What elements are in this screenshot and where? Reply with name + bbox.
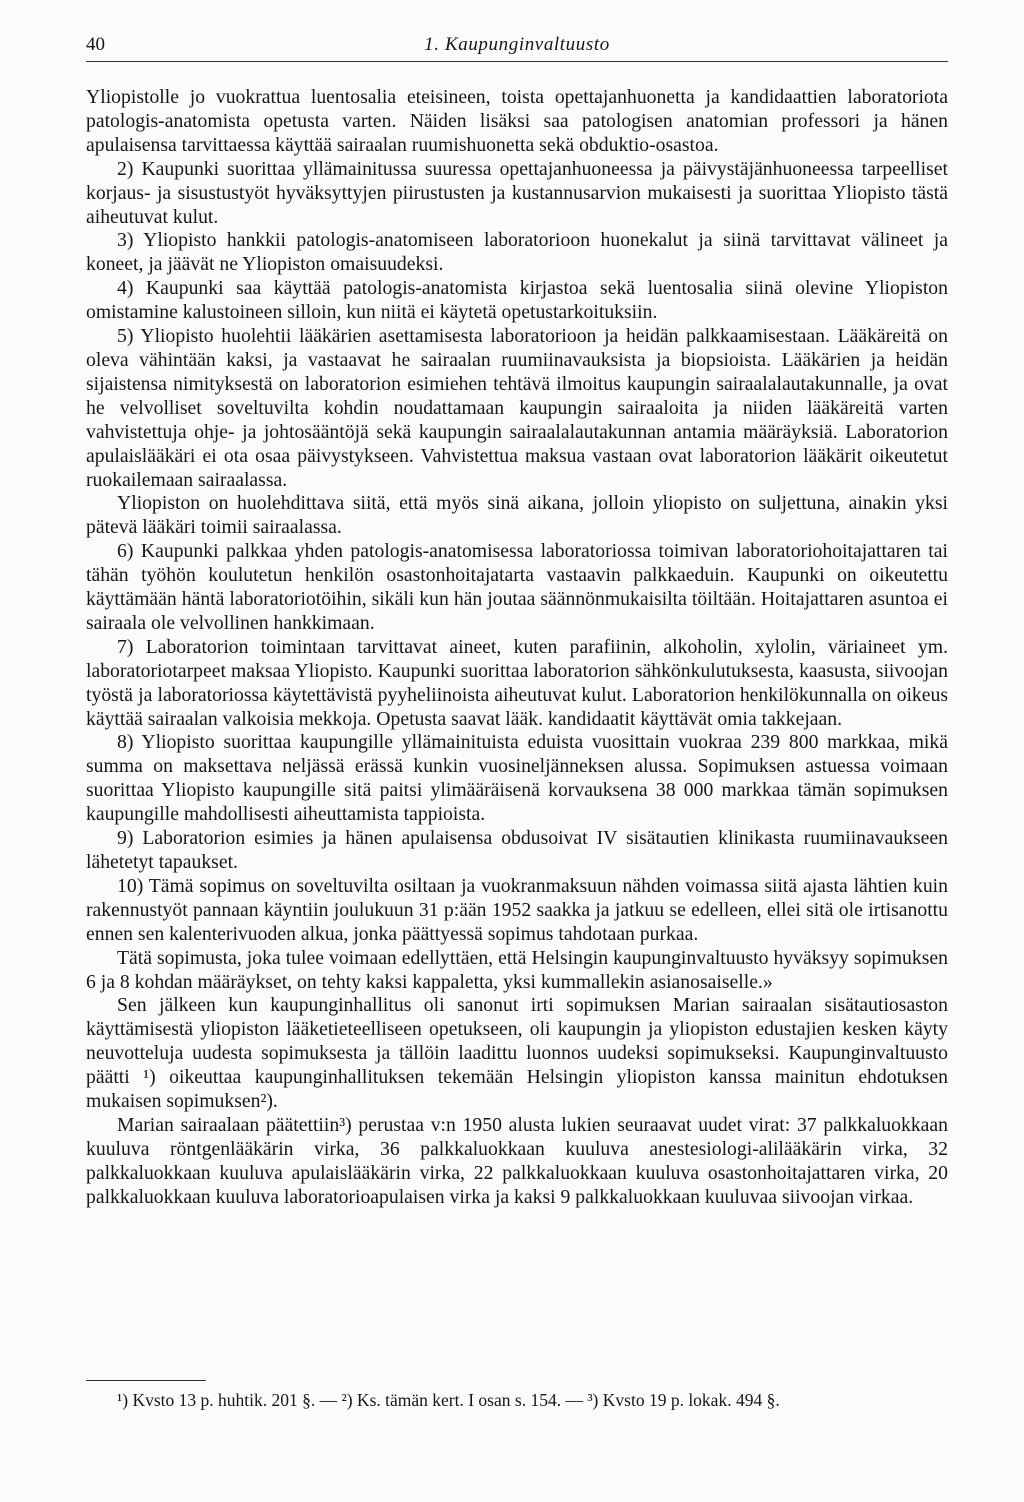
paragraph-7: 6) Kaupunki palkkaa yhden patologis-anatomisessa laboratoriossa toimivan laboratoriohoitajattaren tai tähän työhön koulutetun henkilön osastonhoitajatarta vastaavin palkkaeduin. Kaupunki on oikeutettu käyttämään häntä laboratoriotöihin, sikäli kun hän joutaa säännönmukaisilta töiltään. Hoitajattaren asuntoa ei sairaala ole velvollinen hankkimaan. [86,540,948,634]
page-number: 40 [86,34,105,55]
footnote: ¹) Kvsto 13 p. huhtik. 201 §. — ²) Ks. tämän kert. I osan s. 154. — ³) Kvsto 19 p. lokak. 494 §. [117,1390,780,1410]
page-header [86,34,948,64]
paragraph-12: Tätä sopimusta, joka tulee voimaan edellyttäen, että Helsingin kaupunginvaltuusto hyväksyy sopimuksen 6 ja 8 kohdan määräykset, on tehty kaksi kappaletta, yksi kummallekin asianosaiselle.» [86,946,948,993]
paragraph-9: 8) Yliopisto suorittaa kaupungille yllämainituista eduista vuosittain vuokraa 239 800 markkaa, mikä summa on maksettava neljässä erässä kunkin vuosineljänneksen alussa. Sopimuksen astuessa voimaan suorittaa Yliopisto kaupungille sitä paitsi ylimääräisenä korvauksena 38 000 markkaa tämän sopimuksen kaupungille mahdollisesti aiheuttamista tappioista. [86,731,948,826]
running-head: 1. Kaupunginvaltuusto [424,34,610,55]
paragraph-2: 2) Kaupunki suorittaa yllämainitussa suuressa opettajanhuoneessa ja päivystäjänhuoneessa tarpeelliset korjaus- ja sisustustyöt hyväksyttyjen piirustusten ja kustannusarvion mukaisesti ja suorittaa Yliopisto tästä aiheutuvat kulut. [86,157,948,228]
footnote-rule [86,1380,206,1381]
paragraph-11: 10) Tämä sopimus on soveltuvilta osiltaan ja vuokranmaksuun nähden voimassa siitä ajasta lähtien kuin rakennustyöt pannaan käyntiin joulukuun 31 p:ään 1952 saakka ja jatkuu se edelleen, ellei sitä ole irtisanottu ennen sen kalenterivuoden alkua, jonka päättyessä sopimus tahdotaan purkaa. [86,874,948,945]
paragraph-4: 4) Kaupunki saa käyttää patologis-anatomista kirjastoa sekä luentosalia siinä olevine Yliopiston omistamine kalustoineen silloin, kun niitä ei käytetä opetustarkoituksiin. [86,277,948,324]
paragraph-8: 7) Laboratorion toimintaan tarvittavat aineet, kuten parafiinin, alkoholin, xylolin, väriaineet ym. laboratoriotarpeet maksaa Yliopisto. Kaupunki suorittaa laboratorion sähkönkulutuksesta, kaasusta, siivoojan työstä ja laboratoriossa käytettävistä pyyheliinoista aiheutuvat kulut. Laboratorion henkilökunnalla on oikeus käyttää sairaalan valkoisia mekkoja. Opetusta saavat lääk. kandidaatit käyttävät omia takkejaan. [86,635,948,730]
body-text [86,86,948,1210]
paragraph-5: 5) Yliopisto huolehtii lääkärien asettamisesta laboratorioon ja heidän palkkaamisestaan. Lääkäreitä on oleva vähintään kaksi, ja vastaavat he sairaalan ruumiinavauksista ja biopsioista. Lääkärien ja heidän sijaistensa nimityksestä on laboratorion esimiehen tehtävä ilmoitus kaupungin sairaalalautakunnalle, ja ovat he velvolliset soveltuvilta kohdin noudattamaan kaupungin sairaaloita ja niiden lääkäreitä varten vahvistettuja ohje- ja johtosääntöjä sekä kaupungin sairaalalautakunnan antamia määräyksiä. Laboratorion apulaislääkäri ei ota osaa päivystykseen. Vahvistettua maksua vastaan ovat laboratorion lääkärit oikeutetut ruokailemaan sairaalassa. [86,325,948,491]
paragraph-13: Sen jälkeen kun kaupunginhallitus oli sanonut irti sopimuksen Marian sairaalan sisätautiosaston käyttämisestä yliopiston lääketieteelliseen opetukseen, oli kaupungin ja yliopiston edustajien kesken käyty neuvotteluja uudesta sopimuksesta ja tällöin laadittu luonnos uudeksi sopimukseksi. Kaupunginvaltuusto päätti ¹) oikeuttaa kaupunginhallituksen tekemään Helsingin yliopiston kanssa mainitun ehdotuksen mukaisen sopimuksen²). [86,994,948,1113]
header-rule [86,61,948,62]
paragraph-1: Yliopistolle jo vuokrattua luentosalia eteisineen, toista opettajanhuonetta ja kandidaattien laboratoriota patologis-anatomista opetusta varten. Näiden lisäksi saa patologisen anatomian professori ja hänen apulaisensa tarvittaessa käyttää sairaalan ruumishuonetta sekä obduktio-osastoa. [86,86,948,156]
paragraph-14: Marian sairaalaan päätettiin³) perustaa v:n 1950 alusta lukien seuraavat uudet virat: 37 palkkaluokkaan kuuluva röntgenlääkärin virka, 36 palkkaluokkaan kuuluva anestesiologi-alilääkärin virka, 32 palkkaluokkaan kuuluva apulaislääkärin virka, 22 palkkaluokkaan kuuluva osastonhoitajattaren virka, 20 palkkaluokkaan kuuluva laboratorioapulaisen virka ja kaksi 9 palkkaluokkaan kuuluvaa siivoojan virkaa. [86,1113,948,1208]
paragraph-10: 9) Laboratorion esimies ja hänen apulaisensa obdusoivat IV sisätautien klinikasta ruumiinavaukseen lähetetyt tapaukset. [86,827,948,873]
paragraph-3: 3) Yliopisto hankkii patologis-anatomiseen laboratorioon huonekalut ja siinä tarvittavat välineet ja koneet, ja jäävät ne Yliopiston omaisuudeksi. [86,229,948,276]
paragraph-6: Yliopiston on huolehdittava siitä, että myös sinä aikana, jolloin yliopisto on suljettuna, ainakin yksi pätevä lääkäri toimii sairaalassa. [86,492,948,539]
